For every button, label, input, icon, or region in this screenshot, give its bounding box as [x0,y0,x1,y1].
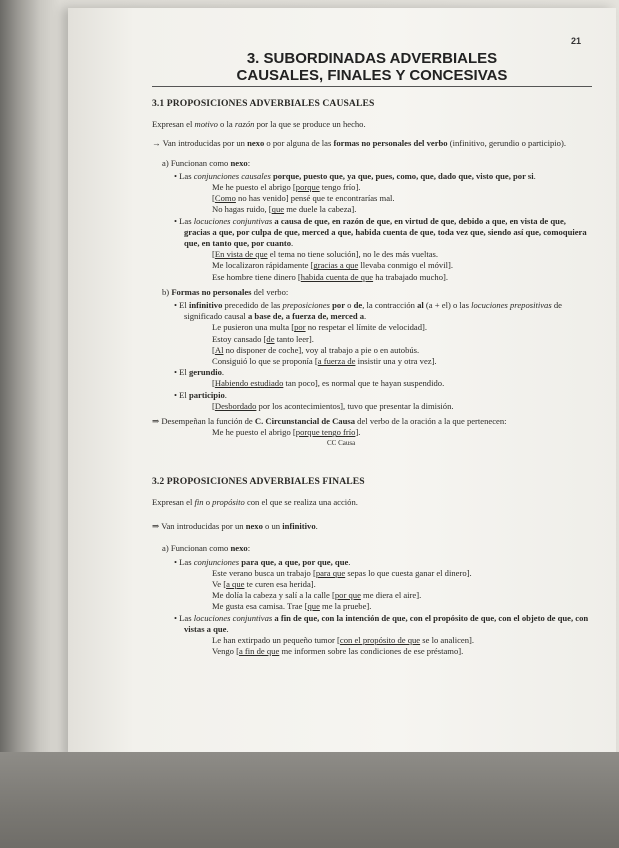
text-italic: propósito [212,496,245,507]
page-content [152,92,592,657]
text: precedido de las [222,300,283,311]
text: Me he puesto el abrigo [ [212,427,296,438]
text-bold: C. Circunstancial de Causa [254,416,356,427]
text: llevaba conmigo el móvil]. [358,260,454,271]
text: a) Funcionan como [162,543,231,554]
example-line [212,204,592,215]
chapter-title-line-2: CAUSALES, FINALES Y CONCESIVAS [236,67,508,84]
nexus-underlined: a fuerza de [317,356,356,367]
text: ]. [355,427,361,438]
example-line [212,334,592,345]
nexus-underlined: porque [295,182,320,193]
text: no disponer de coche], voy al trabajo a pie o en autobús. [223,344,420,355]
text: Las [179,215,194,226]
text: b) [162,286,172,297]
example-line [212,322,592,333]
nexus-underlined: que [307,601,320,612]
nexus-underlined: de [266,333,275,344]
text-bold: infinitivo [282,521,316,532]
text: Me gusta esa camisa. Trae [ [212,601,308,612]
text: . [226,623,229,634]
text-italic: conjunciones causales [193,170,271,181]
nexus-underlined: a fin de que [238,646,280,657]
text: el tema no tiene solución], no le des más vueltas. [267,249,439,260]
bullet-participio: • El participio. [174,389,227,400]
text: . [533,170,536,181]
text-bold: por [329,300,346,311]
text: me duele la cabeza]. [284,204,357,215]
nexus-underlined: En vista de que [214,249,268,260]
example-line [212,182,592,193]
text: ha trabajado mucho]. [373,271,449,282]
intro-finales [152,497,592,508]
nexus-underlined: Al [214,344,224,355]
text: o por alguna de las [264,138,334,149]
nexus-underlined: que [271,204,285,215]
example-line [212,635,592,646]
page-number: 21 [571,36,582,46]
nexus-underlined: habida cuenta de que [300,271,374,282]
text: o un [262,521,283,532]
bullet-locuciones-causales: • Las locuciones conjuntivas a causa de que, en razón de que, en virtud de que, debido a que, en vista de que, gracias a que, por culpa de que, merced a que, habida cuenta de que, toda vez que, siendo así que, comoquiera que, en tanto que, por cuanto. [174,215,587,249]
text: El [179,389,189,400]
text: tan poco], es normal que te hayan suspendido. [283,378,445,389]
text-italic: locuciones prepositivas [471,300,552,311]
text: me diera el aire]. [360,590,422,601]
text: me informen sobre las condiciones de ese préstamo]. [279,646,464,657]
text: Desempeñan la función de [159,416,255,427]
text: Este verano busca un trabajo [ [212,567,316,578]
text-italic: locuciones conjuntivas [193,215,273,226]
text: . [224,389,227,400]
example-line [212,568,592,579]
text-bold: de [353,300,363,311]
double-arrow-icon: ⇒ [152,521,160,532]
subsection-a-finales [162,543,592,554]
text: Ese hombre tiene dinero [ [212,271,301,282]
function-note-causales [152,416,592,427]
text: . [348,556,351,567]
text: (infinitivo, gerundio o participio). [447,138,566,149]
text: o [345,300,354,311]
text: Me localizaron rápidamente [ [212,260,314,271]
example-line [212,590,592,601]
text: insistir una y otra vez]. [355,356,437,367]
text-italic: conjunciones [193,556,240,567]
text-bold: a causa de que, en razón de que, en virtud de que, debido a que, en vista de que, gracias a que, por culpa de que, merced a que, habida cuenta de que, toda vez que, siendo así que, comoquiera que, en tanto que, por cuanto [184,215,587,249]
text: tengo frío]. [319,182,361,193]
text: Expresan el [152,496,195,507]
nexus-underlined: por [294,322,306,333]
text: no has venido] pensé que te encontrarías mal. [235,193,395,204]
text: Me dolía la cabeza y salí a la calle [ [212,590,335,601]
example-line [212,260,592,271]
text: Van introducidas por un [159,521,246,532]
nexus-underlined: Desbordado [214,400,257,411]
text: (a + el) o las [423,300,472,311]
text: Las [179,170,194,181]
text: [ [212,378,215,389]
example-line [212,401,592,412]
text-bold: nexo [230,543,248,554]
text-italic: fin [194,496,204,507]
text: [ [212,400,215,411]
arrow-icon: → [152,138,161,149]
text-bold: al [417,300,424,311]
text: Le han extirpado un pequeño tumor [ [212,634,340,645]
subsection-b-causales [162,287,592,298]
text: [ [212,193,215,204]
example-line [212,345,592,356]
text: por los acontecimientos], tuvo que presentar la dimisión. [256,400,454,411]
text: Las [179,612,194,623]
section-heading-finales: 3.2 PROPOSICIONES ADVERBIALES FINALES [152,475,365,487]
text: con el que se realiza una acción. [244,496,358,507]
text: Ve [ [212,578,227,589]
text: Consiguió lo que se proponía [ [212,356,318,367]
section-heading-causales: 3.1 PROPOSICIONES ADVERBIALES CAUSALES [152,98,375,109]
text-bold: a base de, a fuerza de, merced a [247,311,365,322]
example-line [212,356,592,367]
text: del verbo: [251,286,289,297]
text: Expresan el [152,119,195,130]
nexus-note-finales [152,521,592,532]
text: del verbo de la oración a la que pertenecen: [355,416,507,427]
text-bold: nexo [230,157,248,168]
bullet-locuciones-finales: • Las locuciones conjuntivas a fin de que, con la intención de que, con el propósito de que, con el objeto de que, con vistas a que. [174,612,589,634]
example-line [212,378,592,389]
text-italic: motivo [194,119,218,130]
text: . [364,311,367,322]
text: tanto leer]. [274,333,314,344]
text-bold: nexo [245,521,263,532]
text-bold: participio [188,389,225,400]
nexus-underlined: para que [315,567,346,578]
title-rule [152,86,592,87]
text: o [203,496,213,507]
text: : [247,157,251,168]
text-bold: a fin de que, con la intención de que, con el propósito de que, con el objeto de que, con vistas a que [184,612,589,634]
chapter-title [130,50,614,84]
text-bold: nexo [247,138,265,149]
text: El [179,367,189,378]
text-bold: infinitivo [188,300,223,311]
example-line [212,272,592,283]
intro-causales [152,119,592,130]
text: [ [212,344,215,355]
text: no respetar el límite de velocidad]. [305,322,428,333]
double-arrow-icon: ⇒ [152,416,160,427]
example-line [212,579,592,590]
example-line [212,193,592,204]
text: Estoy cansado [ [212,333,267,344]
text: me la pruebe]. [319,601,372,612]
scan-bottom-edge [0,752,619,848]
subsection-a-causales [162,158,592,169]
text: . [221,367,225,378]
nexus-underlined: a que [226,578,245,589]
text-bold: Formas no personales [171,286,252,297]
text: Me he puesto el abrigo [ [212,182,296,193]
text-bold: formas no personales del verbo [333,138,448,149]
nexus-underlined: porque tengo frío [295,427,356,438]
text: El [179,300,189,311]
example-line [212,601,592,612]
bullet-conjunciones-causales: • Las conjunciones causales porque, puesto que, ya que, pues, como, que, dado que, visto que, por si. [174,170,536,181]
nexus-underlined: con el propósito de que [339,634,421,645]
bullet-conjunciones-finales: • Las conjunciones para que, a que, por que, que. [174,556,351,567]
example-line [212,646,592,657]
bullet-infinitivo: • El infinitivo precedido de las preposiciones por o de, la contracción al (a + el) o las locuciones prepositivas de significado causal a base de, a fuerza de, merced a. [174,300,562,322]
text: : [247,543,251,554]
nexus-underlined: por que [334,590,361,601]
text: de significado causal [184,300,562,322]
nexus-underlined: gracias a que [313,260,359,271]
example-line [212,249,592,260]
text: Le pusieron una multa [ [212,322,295,333]
text-italic: preposiciones [282,300,330,311]
text: Van introducidas por un [160,138,248,149]
text-italic: locuciones conjuntivas [193,612,273,623]
text: Vengo [ [212,646,239,657]
text: . [291,238,294,249]
text-bold: porque, puesto que, ya que, pues, como, que, dado que, visto que, por si [270,170,534,181]
chapter-title-line-1: 3. SUBORDINADAS ADVERBIALES [246,50,498,67]
text-bold: para que, a que, por que, que [239,556,349,567]
nexus-note-causales [152,138,592,149]
text: No hagas ruido, [ [212,204,272,215]
text: Las [179,556,194,567]
text: por la que se produce un hecho. [254,119,366,130]
text-bold: gerundio [188,367,222,378]
nexus-underlined: Habiendo estudiado [214,378,284,389]
cc-causa-label: CC Causa [327,439,356,448]
bullet-gerundio: • El gerundio. [174,367,225,378]
text: . [315,521,318,532]
text: o la [217,119,235,130]
text: se lo analicen]. [420,634,475,645]
text: te curen esa herida]. [244,578,316,589]
text: , la contracción [362,300,418,311]
text-italic: razón [234,119,255,130]
text: sepas lo que cuesta ganar el dinero]. [345,567,472,578]
text: [ [212,249,215,260]
example-line [212,427,592,438]
nexus-underlined: Como [214,193,236,204]
text: a) Funcionan como [162,157,231,168]
